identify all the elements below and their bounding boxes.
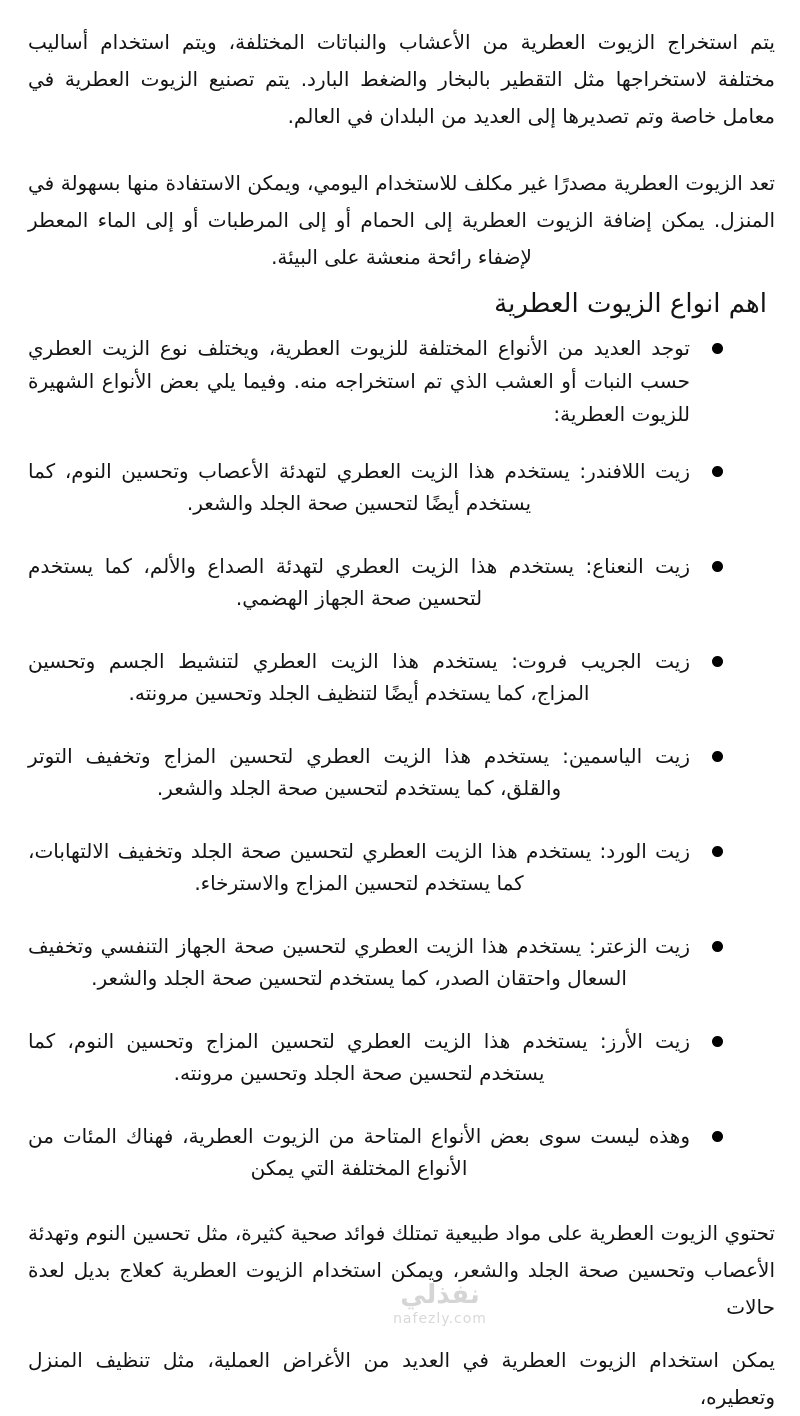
list-item-text: زيت اللافندر: يستخدم هذا الزيت العطري لتهدئة الأعصاب وتحسين النوم، كما يستخدم أيضًا لتحسين صحة الجلد والشعر. bbox=[28, 459, 690, 515]
bullet-icon bbox=[712, 751, 723, 762]
list-item bbox=[28, 740, 775, 804]
bullet-icon bbox=[712, 1131, 723, 1142]
bullet-icon bbox=[712, 561, 723, 572]
bullet-icon bbox=[712, 466, 723, 477]
intro-paragraph-1: يتم استخراج الزيوت العطرية من الأعشاب والنباتات المختلفة، ويتم استخدام أساليب مختلفة لاستخراجها مثل التقطير بالبخار والضغط البارد. يتم تصنيع الزيوت العطرية في معامل خاصة وتم تصديرها إلى العديد من البلدان في العالم. bbox=[28, 30, 775, 128]
list-item-text: زيت الياسمين: يستخدم هذا الزيت العطري لتحسين المزاج وتخفيف التوتر والقلق، كما يستخدم لتحسين صحة الجلد والشعر. bbox=[28, 744, 690, 800]
list-item bbox=[28, 835, 775, 899]
uses-paragraph: يمكن استخدام الزيوت العطرية في العديد من الأغراض العملية، مثل تنظيف المنزل وتعطيره، bbox=[28, 1348, 775, 1409]
list-item-text: زيت الأرز: يستخدم هذا الزيت العطري لتحسين المزاج وتحسين النوم، كما يستخدم لتحسين صحة الجلد وتحسين مرونته. bbox=[28, 1029, 690, 1085]
section-heading: اهم انواع الزيوت العطرية bbox=[494, 289, 767, 319]
list-item-text: زيت الزعتر: يستخدم هذا الزيت العطري لتحسين صحة الجهاز التنفسي وتخفيف السعال واحتقان الصدر، كما يستخدم لتحسين صحة الجلد والشعر. bbox=[28, 934, 690, 990]
list-item bbox=[28, 550, 775, 614]
watermark-logo: نفذلي bbox=[400, 1280, 480, 1310]
list-item bbox=[28, 455, 775, 519]
watermark-domain: nafezly.com bbox=[393, 1311, 487, 1327]
list-item bbox=[28, 1120, 775, 1184]
list-item bbox=[28, 332, 775, 431]
bullet-icon bbox=[712, 846, 723, 857]
list-item bbox=[28, 930, 775, 994]
list-item-text: زيت الجريب فروت: يستخدم هذا الزيت العطري لتنشيط الجسم وتحسين المزاج، كما يستخدم أيضًا لتنظيف الجلد وتحسين مرونته. bbox=[28, 649, 690, 705]
list-item-text: توجد العديد من الأنواع المختلفة للزيوت العطرية، ويختلف نوع الزيت العطري حسب النبات أو العشب الذي تم استخراجه منه. وفيما يلي بعض الأنواع الشهيرة للزيوت العطرية: bbox=[28, 336, 690, 426]
list-item bbox=[28, 645, 775, 709]
bullet-icon bbox=[712, 941, 723, 952]
bullet-icon bbox=[712, 1036, 723, 1047]
essential-oils-list bbox=[28, 332, 775, 1184]
list-item-text: زيت النعناع: يستخدم هذا الزيت العطري لتهدئة الصداع والألم، كما يستخدم لتحسين صحة الجهاز الهضمي. bbox=[28, 554, 690, 610]
intro-paragraph-2: تعد الزيوت العطرية مصدرًا غير مكلف للاستخدام اليومي، ويمكن الاستفادة منها بسهولة في المنزل. يمكن إضافة الزيوت العطرية إلى الحمام أو إلى المرطبات أو إلى الماء المعطر لإضفاء رائحة منعشة على البيئة. bbox=[28, 171, 775, 269]
benefits-paragraph: تحتوي الزيوت العطرية على مواد طبيعية تمتلك فوائد صحية كثيرة، مثل تحسين النوم وتهدئة الأعصاب وتحسين صحة الجلد والشعر، ويمكن استخدام الزيوت العطرية كعلاج بديل لعدة حالات bbox=[28, 1221, 775, 1319]
bullet-icon bbox=[712, 656, 723, 667]
bullet-icon bbox=[712, 343, 723, 354]
list-item bbox=[28, 1025, 775, 1089]
list-item-text: زيت الورد: يستخدم هذا الزيت العطري لتحسين صحة الجلد وتخفيف الالتهابات، كما يستخدم لتحسين المزاج والاسترخاء. bbox=[28, 839, 690, 895]
list-item-text: وهذه ليست سوى بعض الأنواع المتاحة من الزيوت العطرية، فهناك المئات من الأنواع المختلفة التي يمكن bbox=[28, 1124, 690, 1180]
